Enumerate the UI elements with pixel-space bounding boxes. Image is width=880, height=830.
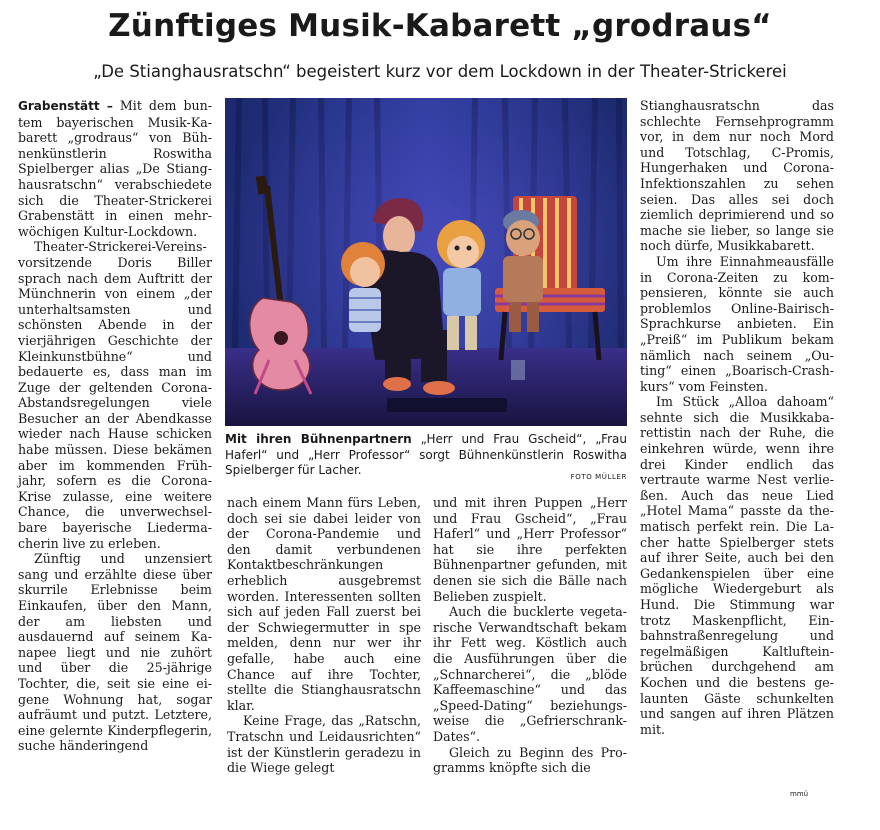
paragraph: Keine Frage, das „Ratschn, Tratschn und Leidausrichten“ ist der Künstlerin geradezu in die Wiege gelegt: [227, 713, 421, 776]
caption-lead: Mit ihren Bühnenpartnern: [225, 432, 412, 446]
article-column-2: [227, 495, 421, 776]
caption-text: „Herr und Frau Gscheid“, „Frau Haferl“ und „Herr Professor“ sorgt Bühnenkünstlerin Roswitha Spielberger für Lacher.: [225, 432, 627, 477]
paragraph: Um ihre Einnahmeausfälle in Corona-Zeiten zu kompensieren, könnte sie auch problemlos Online-Bairisch-Sprachkurse anbieten. Ein „Preiß“ im Publikum bekam nämlich nach seinem „Outing“ einen „Boarisch-Crashkurs“ vom Feinsten.: [640, 253, 834, 394]
paragraph: Theater-Strickerei-Vereinsvorsitzende Doris Biller sprach nach dem Auftritt der Münchnerin von einem „der unterhaltsamsten und schönsten Abende in der vierjährigen Geschichte der Kleinkunstbühne“ und bedauerte es, dass man im Zuge der geltenden Corona-Abstandsregelungen viele Besucher an der Abendkasse wieder nach Hause schicken habe müssen. Diese bekämen aber im kommenden Frühjahr, sofern es die Corona-Krise zulasse, eine weitere Chance, die unverwechselbare bayerische Liedermacherin live zu erleben.: [18, 239, 212, 551]
subheadline: „De Stianghausratschn“ begeistert kurz vor dem Lockdown in der Theater-Strickerei: [93, 62, 787, 81]
paragraph-text: Mit dem buntem bayerischen Musik-Kabarett „grodraus“ von Bühnenkünstlerin Roswitha Spielberger alias „De Stianghausratschn“ verabschiedete sich die Theater-Strickerei Grabenstätt in einen mehrwöchigen Kultur-Lockdown.: [18, 98, 212, 239]
article-column-4: [640, 98, 834, 737]
photo-credit: FOTO MÜLLER: [570, 473, 627, 481]
paragraph: Stianghausratschn das schlechte Fernsehprogramm vor, in dem nur noch Mord und Totschlag, C-Promis, Hungerhaken und Corona-Infektionszahlen zu sehen seien. Das alles sei doch ziemlich deprimierend und so mache sie lieber, so lange sie noch dürfe, Musikkabarett.: [640, 98, 834, 254]
paragraph: Gleich zu Beginn des Programms knöpfte sich die: [433, 744, 627, 776]
paragraph: Im Stück „Alloa dahoam“ sehnte sich die Musikkabarettistin nach der Ruhe, die einkehren würde, wenn ihre drei Kinder endlich das vertraute warme Nest verließen. Auch das neue Lied „Hotel Mama“ passte da thematisch perfekt rein. Die Lacher hatte Spielberger stets auf ihrer Seite, auch bei den Gedankenspielen über eine mögliche Wiedergeburt als Hund. Die Stimmung war trotz Maskenpflicht, Einbahnstraßenregelung und regelmäßigen Kaltlufteinbrüchen durchgehend am Kochen und die bestens gelaunten Gäste schunkelten und sangen auf ihren Plätzen mit.: [640, 394, 834, 737]
stage-photo: [225, 98, 627, 426]
paragraph: Auch die bucklerte vegetarische Verwandtschaft bekam ihr Fett weg. Köstlich auch die Ausführungen über die „Schnarcherei“, die „blöde Kaffeemaschine“ und das „Speed-Dating“ beziehungsweise die „Gefrierschrank-Dates“.: [433, 604, 627, 744]
paragraph: und mit ihren Puppen „Herr und Frau Gscheid“, „Frau Haferl“ und „Herr Professor“ hat sie ihre perfekten Bühnenpartner gefunden, mit denen sie sich die Bälle nach Belieben zuspielt.: [433, 495, 627, 604]
dateline: Grabenstätt –: [18, 99, 113, 113]
photo-caption: [225, 432, 627, 479]
paragraph: Zünftig und unzensiert sang und erzählte diese über skurrile Erlebnisse beim Einkaufen, über den Mann, der am liebsten und ausdauernd auf seinem Kanapee liegt und nie zuhört und über die 25-jährige Tochter, die, seit sie eine eigene Wohnung hat, sogar aufräumt und putzt. Letztere, eine gelernte Kinderpflegerin, suche händeringend: [18, 551, 212, 754]
article-column-3: [433, 495, 627, 776]
headline: Zünftiges Musik-Kabarett „grodraus“: [108, 8, 772, 44]
author-signature: mmü: [790, 790, 809, 798]
paragraph: nach einem Mann fürs Leben, doch sei sie dabei leider von der Corona-Pandemie und den damit verbundenen Kontaktbeschränkungen erheblich ausgebremst worden. Interessenten sollten sich auf jeden Fall zuerst bei der Schwiegermutter in spe melden, denn nur wer ihr gefalle, habe auch eine Chance auf ihre Tochter, stellte die Stianghausratschn klar.: [227, 495, 421, 713]
paragraph: [18, 98, 212, 239]
article-column-1: [18, 98, 212, 754]
